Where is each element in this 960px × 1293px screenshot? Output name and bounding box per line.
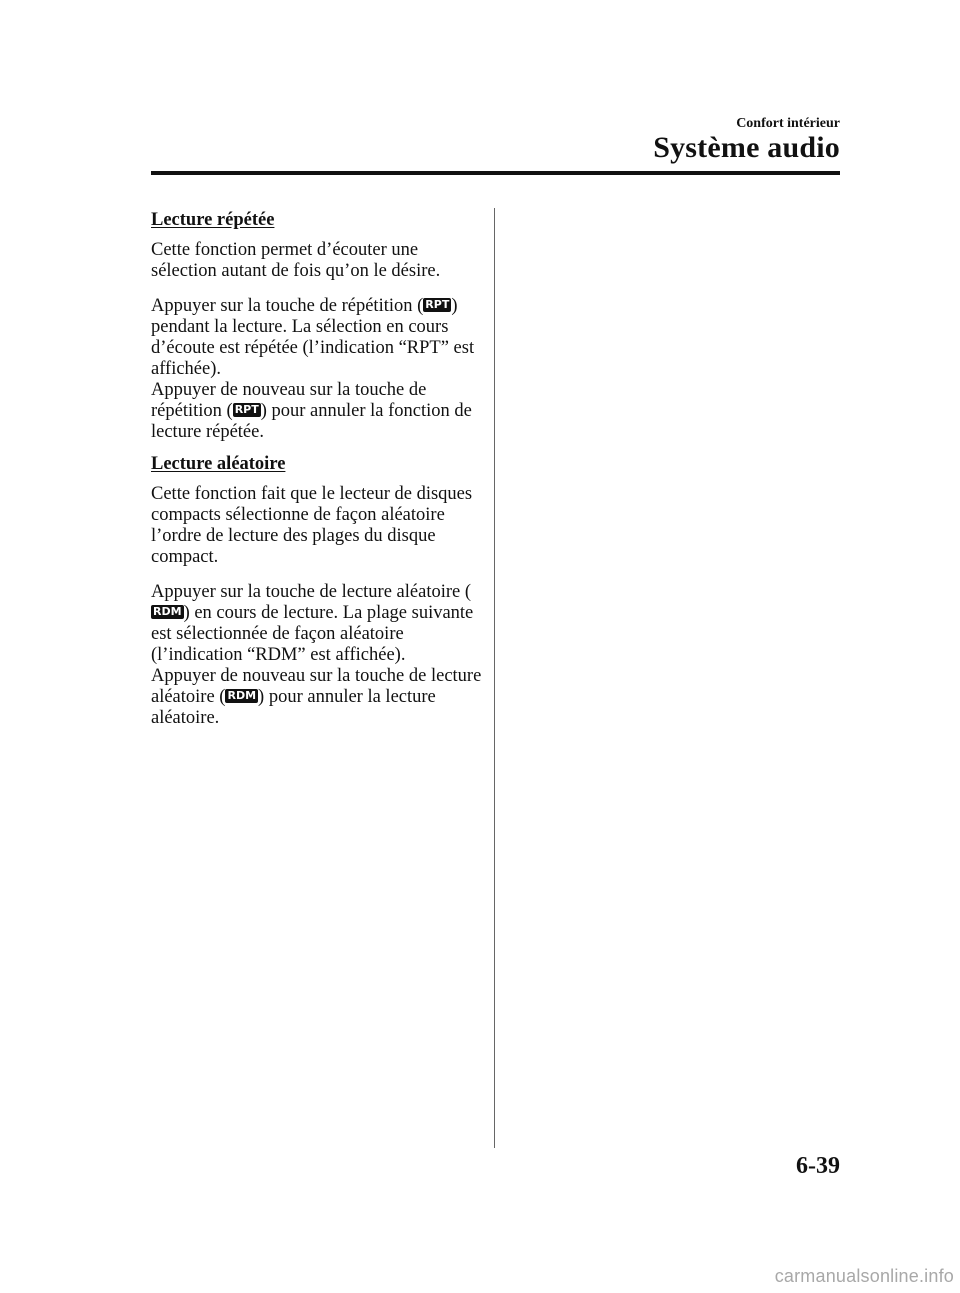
repeat-intro: Cette fonction permet d’écouter une sélection autant de fois qu’on le désire. — [151, 240, 441, 281]
watermark: carmanualsonline.info — [774, 1266, 954, 1286]
rdm-key-icon: RDM — [227, 689, 257, 702]
section-repeat — [151, 210, 486, 443]
random-cancel — [151, 666, 486, 729]
repeat-cancel-text-a: Appuyer de nouveau sur la touche de répétition ( — [151, 380, 427, 421]
random-instruction-text-a: Appuyer sur la touche de lecture aléatoire ( — [151, 582, 472, 602]
column-divider — [494, 208, 495, 1148]
repeat-instruction-text-b: ) pendant la lecture. La sélection en cours d’écoute est répétée (l’indication “RPT” est affichée). — [151, 296, 475, 379]
left-column — [151, 210, 486, 729]
section-heading-repeat: Lecture répétée — [151, 210, 275, 230]
repeat-cancel-text-b: ) pour annuler la fonction de lecture répétée. — [151, 401, 472, 442]
chapter-title: Système audio — [653, 131, 840, 164]
section-heading-random: Lecture aléatoire — [151, 454, 286, 474]
header-divider — [151, 171, 840, 175]
rpt-key-icon: RPT — [234, 403, 259, 416]
rdm-key-icon: RDM — [153, 605, 182, 618]
random-cancel-text-b: ) pour annuler la lecture aléatoire. — [151, 687, 436, 728]
chapter-subtitle: Confort intérieur — [736, 116, 840, 131]
random-instruction-text-b: ) en cours de lecture. La plage suivante est sélectionnée de façon aléatoire (l’indication “RDM” est affichée). — [151, 603, 474, 665]
random-intro: Cette fonction fait que le lecteur de disques compacts sélectionne de façon aléatoire l’ordre de lecture des plages du disque compact. — [151, 484, 473, 567]
random-instruction — [151, 582, 486, 666]
random-cancel-text-a: Appuyer de nouveau sur la touche de lecture aléatoire ( — [151, 666, 482, 707]
repeat-instruction — [151, 296, 486, 380]
section-random — [151, 454, 486, 729]
page-number: 6-39 — [796, 1153, 840, 1179]
repeat-cancel — [151, 380, 486, 443]
repeat-instruction-text-a: Appuyer sur la touche de répétition ( — [151, 296, 424, 316]
rpt-key-icon: RPT — [425, 298, 450, 311]
